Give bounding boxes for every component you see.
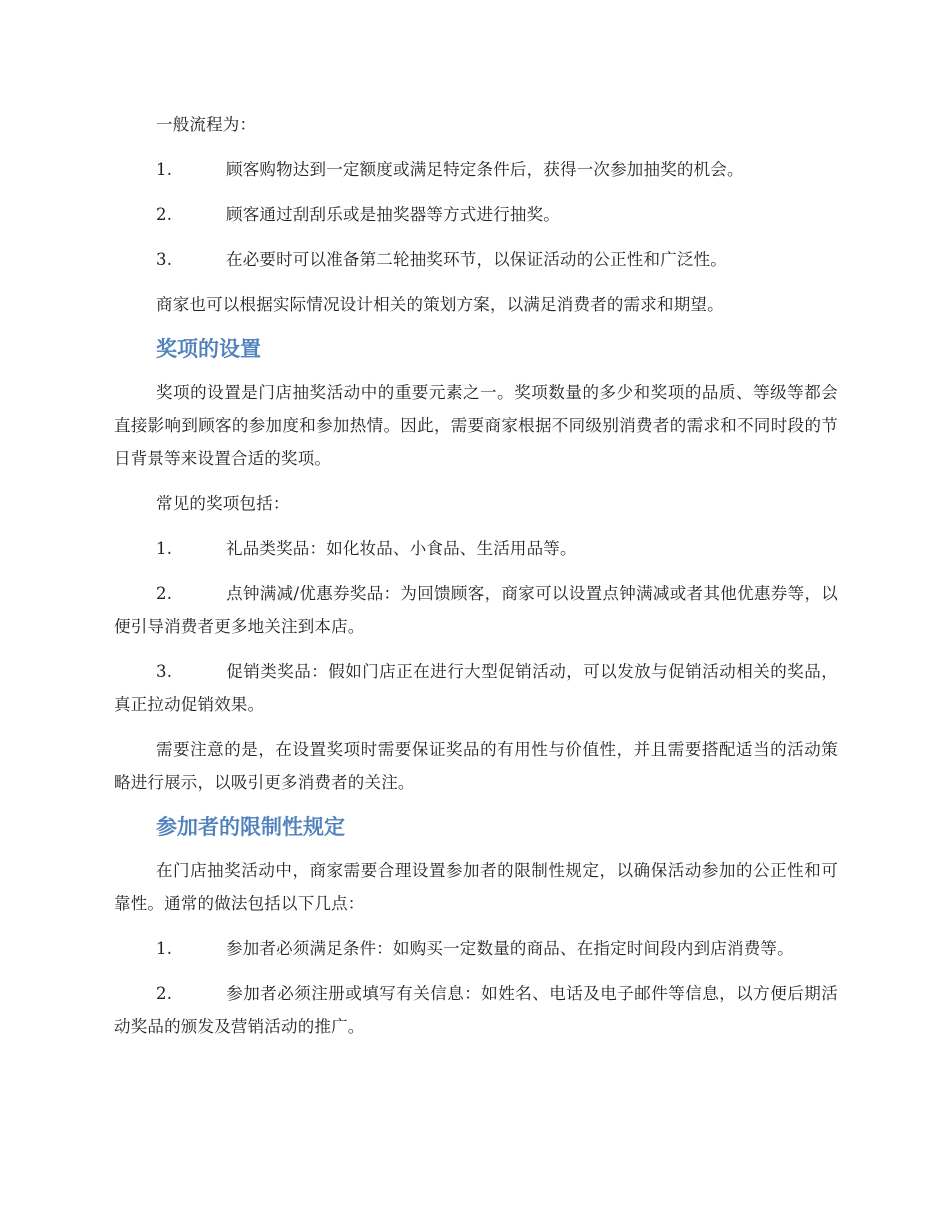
intro-closing-paragraph: 商家也可以根据实际情况设计相关的策划方案，以满足消费者的需求和期望。 — [156, 295, 724, 314]
list-number: 2. — [156, 584, 173, 603]
section-heading-prizes: 奖项的设置 — [156, 337, 261, 361]
list-text: 点钟满减/优惠券奖品：为回馈顾客，商家可以设置点钟满减或者其他优惠券等，以便引导消费者更多地关注到本店。 — [114, 584, 838, 636]
list-text: 顾客通过刮刮乐或是抽奖器等方式进行抽奖。 — [226, 205, 560, 224]
list-text: 礼品类奖品：如化妆品、小食品、生活用品等。 — [226, 539, 577, 558]
list-number: 2. — [156, 205, 173, 224]
prizes-note-paragraph: 需要注意的是，在设置奖项时需要保证奖品的有用性与价值性，并且需要搭配适当的活动策略进行展示，以吸引更多消费者的关注。 — [114, 740, 838, 792]
list-item — [114, 577, 838, 643]
list-text: 参加者必须满足条件：如购买一定数量的商品、在指定时间段内到店消费等。 — [226, 939, 794, 958]
prizes-list-label: 常见的奖项包括： — [156, 494, 290, 513]
list-text: 顾客购物达到一定额度或满足特定条件后，获得一次参加抽奖的机会。 — [226, 160, 744, 179]
list-item — [114, 243, 838, 276]
intro-label: 一般流程为： — [156, 115, 257, 134]
list-number: 1. — [156, 939, 173, 958]
list-text: 促销类奖品：假如门店正在进行大型促销活动，可以发放与促销活动相关的奖品，真正拉动促销效果。 — [114, 662, 838, 714]
document-body — [114, 108, 838, 1043]
list-item — [114, 153, 838, 186]
list-item — [114, 977, 838, 1043]
list-item — [114, 198, 838, 231]
prizes-paragraph: 奖项的设置是门店抽奖活动中的重要元素之一。奖项数量的多少和奖项的品质、等级等都会直接影响到顾客的参加度和参加热情。因此，需要商家根据不同级别消费者的需求和不同时段的节日背景等来设置合适的奖项。 — [114, 383, 838, 468]
list-number: 3. — [156, 250, 173, 269]
list-text: 在必要时可以准备第二轮抽奖环节，以保证活动的公正性和广泛性。 — [226, 250, 727, 269]
list-text: 参加者必须注册或填写有关信息：如姓名、电话及电子邮件等信息，以方便后期活动奖品的颁发及营销活动的推广。 — [114, 984, 838, 1036]
list-number: 2. — [156, 984, 173, 1003]
section-heading-limits: 参加者的限制性规定 — [156, 815, 345, 839]
list-number: 1. — [156, 160, 173, 179]
limits-paragraph: 在门店抽奖活动中，商家需要合理设置参加者的限制性规定，以确保活动参加的公正性和可靠性。通常的做法包括以下几点： — [114, 861, 838, 913]
list-item — [114, 532, 838, 565]
list-item — [114, 655, 838, 721]
list-number: 1. — [156, 539, 173, 558]
list-number: 3. — [156, 662, 173, 681]
list-item — [114, 932, 838, 965]
